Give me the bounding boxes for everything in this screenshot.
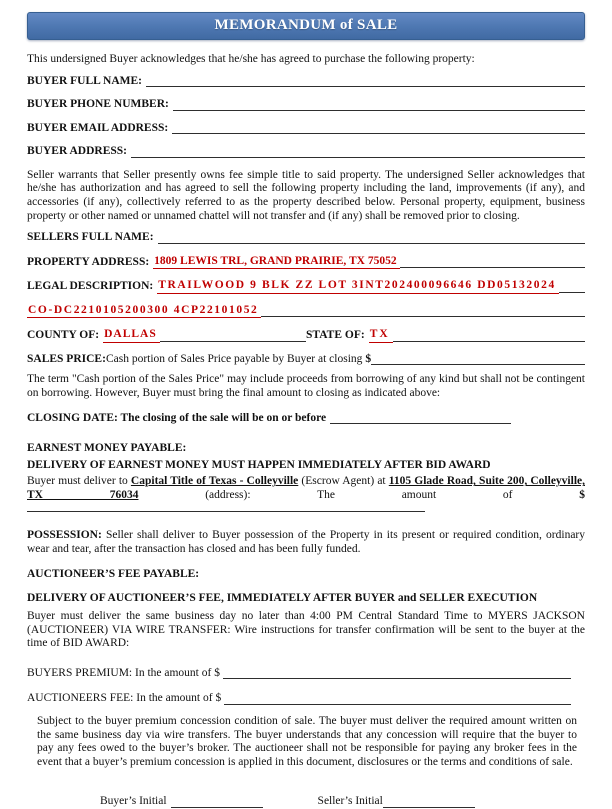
legal-description-line2-fill[interactable] xyxy=(261,316,585,317)
possession-label: POSSESSION: xyxy=(27,528,102,541)
escrow-agent-name: Capital Title of Texas - Colleyville xyxy=(130,475,299,488)
buyer-initial-group xyxy=(100,795,263,809)
seller-initial-input-line[interactable] xyxy=(383,807,475,808)
title-bar xyxy=(27,12,585,40)
buyer-initial-label: Buyer’s Initial xyxy=(100,795,167,808)
earnest-post-text: (address): The amount of xyxy=(138,488,580,501)
state-value: TX xyxy=(369,328,393,343)
auctioneers-fee-row xyxy=(27,692,585,706)
buyers-premium-row xyxy=(27,667,585,681)
concession-note: Subject to the buyer premium concession condition of sale. The buyer must deliver the required amount written on the same business day via wire transfers. The buyer understands that any concession will require that the buyer to pay any fees owed to the buyer’s broker. The auctioneer shall not be responsible for paying any broker fees in the event that a buyer’s premium concession is applied in this document, disclosures or the terms and conditions of sale. xyxy=(37,715,577,768)
legal-description-label: LEGAL DESCRIPTION: xyxy=(27,280,154,293)
buyer-address-row xyxy=(27,145,585,159)
buyer-phone-row xyxy=(27,98,585,112)
closing-date-label: CLOSING DATE: The closing of the sale will be on or before xyxy=(27,411,327,424)
county-group xyxy=(27,328,306,343)
sellers-name-row xyxy=(27,231,585,245)
auctioneer-fee-heading: AUCTIONEER’S FEE PAYABLE: xyxy=(27,568,200,581)
state-input-line[interactable] xyxy=(393,341,585,342)
buyer-email-row xyxy=(27,122,585,136)
sellers-name-label: SELLERS FULL NAME: xyxy=(27,231,154,244)
legal-description-row-1 xyxy=(27,279,585,294)
state-label: STATE OF: xyxy=(306,329,365,342)
buyer-address-label: BUYER ADDRESS: xyxy=(27,145,128,158)
sales-price-row xyxy=(27,353,585,367)
buyer-full-name-row xyxy=(27,75,585,89)
buyer-email-input-line[interactable] xyxy=(172,133,585,134)
property-address-label: PROPERTY ADDRESS: xyxy=(27,255,150,268)
buyers-premium-label: BUYERS PREMIUM: In the amount of $ xyxy=(27,666,220,679)
earnest-delivery-subheading: DELIVERY OF EARNEST MONEY MUST HAPPEN IMMEDIATELY AFTER BID AWARD xyxy=(27,458,491,471)
earnest-mid-text: (Escrow Agent) at xyxy=(298,475,389,488)
closing-date-row xyxy=(27,412,585,426)
auctioneers-fee-input-line[interactable] xyxy=(224,704,571,705)
earnest-amount-input-line[interactable] xyxy=(27,502,425,512)
initials-footer xyxy=(27,795,585,809)
county-state-row xyxy=(27,328,585,343)
legal-description-value-line1: TRAILWOOD 9 BLK ZZ LOT 3INT202400096646 DD05132024 xyxy=(157,279,559,294)
legal-description-row-2 xyxy=(27,304,585,319)
state-group xyxy=(306,328,585,343)
auctioneer-body-paragraph: Buyer must deliver the same business day no later than 4:00 PM Central Standard Time to MYERS JACKSON (AUCTIONEER) VIA WIRE TRANSFER: Wire instructions for transfer confirmation will be sent to the buyer at the time of BID AWARD: xyxy=(27,610,585,650)
legal-description-value-line2: CO-DC2210105200300 4CP22101052 xyxy=(27,304,261,319)
buyers-premium-input-line[interactable] xyxy=(223,678,571,679)
earnest-pre-text: Buyer must deliver to xyxy=(27,475,131,488)
sellers-name-input-line[interactable] xyxy=(158,243,585,244)
property-address-row xyxy=(27,255,585,270)
page-title: MEMORANDUM of SALE xyxy=(214,17,398,34)
buyer-address-input-line[interactable] xyxy=(131,157,585,158)
seller-warranty-paragraph: Seller warrants that Seller presently owns fee simple title to said property. The undersigned Seller acknowledges that he/she has authorization and has agreed to sell the following property including the land, improvements (if any), and accessories (if any), collectively referred to as the property described below. Personal property, equipment, business property or other named or unnamed chattel will not transfer and (if any) shall be removed prior to closing. xyxy=(27,168,585,222)
possession-text: Seller shall deliver to Buyer possession of the Property in its present or required condition, ordinary wear and tear, after the transaction has closed and has been fully funded. xyxy=(27,528,585,555)
possession-paragraph xyxy=(27,529,585,556)
seller-initial-group xyxy=(318,795,475,809)
sales-price-dollar-sign: $ xyxy=(365,352,372,365)
seller-initial-label: Seller’s Initial xyxy=(317,795,383,808)
county-input-line[interactable] xyxy=(160,341,306,342)
earnest-dollar-sign: $ xyxy=(579,488,585,501)
auctioneer-delivery-subheading: DELIVERY OF AUCTIONEER’S FEE, IMMEDIATELY AFTER BUYER and SELLER EXECUTION xyxy=(27,591,538,604)
earnest-money-heading: EARNEST MONEY PAYABLE: xyxy=(27,442,187,455)
county-value: DALLAS xyxy=(103,328,160,343)
buyer-email-label: BUYER EMAIL ADDRESS: xyxy=(27,121,169,134)
buyer-phone-label: BUYER PHONE NUMBER: xyxy=(27,98,169,111)
auctioneers-fee-label: AUCTIONEERS FEE: In the amount of $ xyxy=(27,692,222,705)
buyer-phone-input-line[interactable] xyxy=(173,110,585,111)
property-address-value: 1809 LEWIS TRL, GRAND PRAIRIE, TX 75052 xyxy=(153,255,399,270)
cash-portion-note: The term "Cash portion of the Sales Price" may include proceeds from borrowing of any kind but shall not be contingent on borrowing. However, Buyer must bring the final amount to closing as indicated above: xyxy=(27,373,585,399)
escrow-agent-address: 1105 Glade Road, Suite 200, Colleyville, TX 76034 xyxy=(27,475,585,501)
property-address-input-line[interactable] xyxy=(400,267,585,268)
legal-description-line1-fill[interactable] xyxy=(559,292,585,293)
closing-date-input-line[interactable] xyxy=(330,423,511,424)
buyer-full-name-input-line[interactable] xyxy=(146,86,585,87)
sales-price-label: SALES PRICE: xyxy=(27,352,106,365)
buyer-initial-input-line[interactable] xyxy=(171,807,263,808)
sales-price-text: Cash portion of Sales Price payable by Buyer at closing xyxy=(105,352,363,365)
intro-text: This undersigned Buyer acknowledges that he/she has agreed to purchase the following property: xyxy=(27,53,475,65)
earnest-paragraph xyxy=(27,475,585,517)
buyer-full-name-label: BUYER FULL NAME: xyxy=(27,74,143,87)
sales-price-input-line[interactable] xyxy=(371,364,585,365)
county-label: COUNTY OF: xyxy=(27,329,100,342)
